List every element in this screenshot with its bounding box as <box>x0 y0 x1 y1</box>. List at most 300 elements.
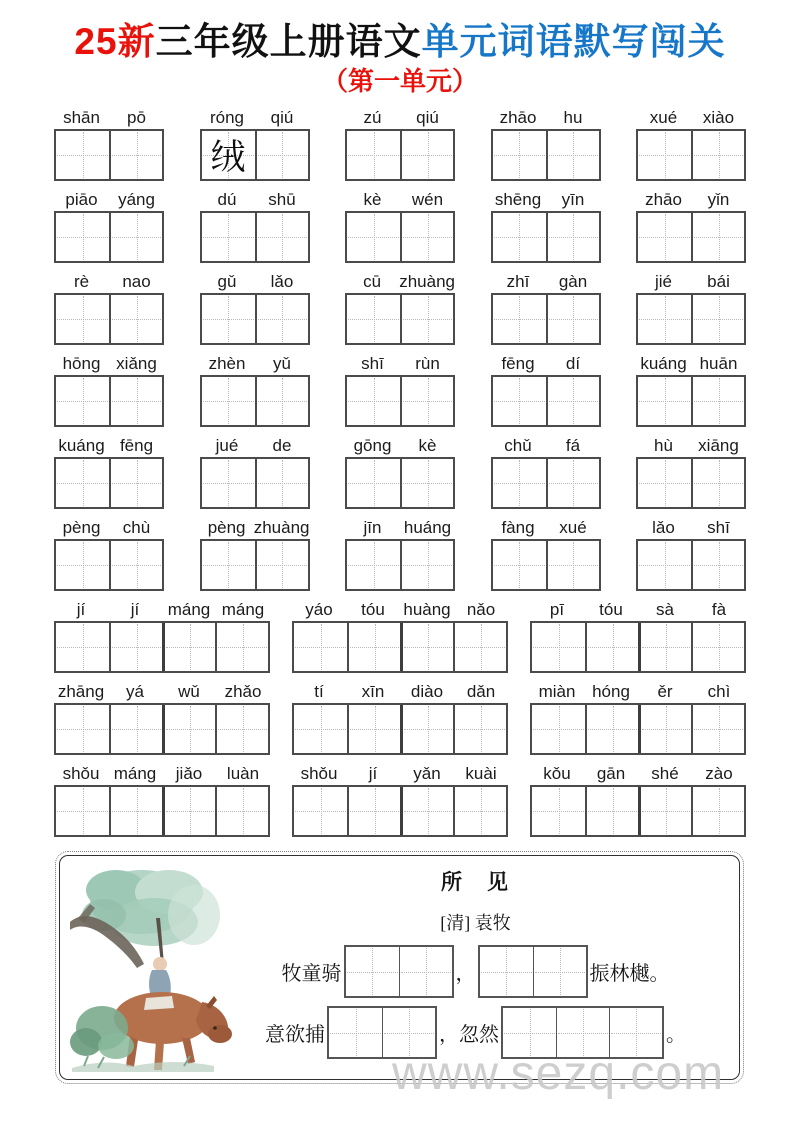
pinyin-row <box>636 272 746 293</box>
pinyin-syllable: jié <box>654 272 672 291</box>
poem-content <box>220 866 731 1059</box>
writing-cell <box>493 377 546 425</box>
writing-boxes <box>54 457 164 509</box>
pinyin-syllable: shǒu <box>62 764 100 783</box>
pinyin-syllable: máng <box>167 600 211 619</box>
writing-cell <box>691 787 744 835</box>
pinyin-syllable: luàn <box>226 764 260 783</box>
pinyin-syllable: shēng <box>494 190 542 209</box>
poem-text: ，忽然 <box>439 1024 499 1046</box>
word-group <box>636 436 746 509</box>
pinyin-row <box>54 682 270 703</box>
pinyin-syllable: xīn <box>361 682 385 701</box>
word-group <box>54 600 270 673</box>
word-group <box>200 272 310 345</box>
pinyin-syllable: jí <box>130 600 140 619</box>
writing-boxes <box>491 375 601 427</box>
writing-cell <box>202 541 255 589</box>
pinyin-syllable: shī <box>707 518 730 537</box>
writing-cell <box>532 623 585 671</box>
pinyin-row <box>636 518 746 539</box>
writing-boxes <box>636 293 746 345</box>
writing-cell <box>691 377 744 425</box>
writing-cell <box>546 213 599 261</box>
writing-boxes <box>200 375 310 427</box>
writing-cell <box>202 131 255 179</box>
pinyin-syllable: yīn <box>561 190 585 209</box>
word-group <box>292 764 508 837</box>
pinyin-syllable: kè <box>418 436 437 455</box>
writing-cell <box>493 459 546 507</box>
writing-boxes <box>491 457 601 509</box>
writing-cell <box>480 947 533 996</box>
writing-boxes <box>491 539 601 591</box>
writing-cell <box>453 705 506 753</box>
writing-boxes <box>491 211 601 263</box>
writing-cell <box>329 1008 382 1057</box>
writing-cell <box>202 377 255 425</box>
writing-boxes <box>345 539 455 591</box>
pinyin-syllable: zhāng <box>57 682 105 701</box>
pinyin-row <box>54 272 164 293</box>
writing-cell <box>546 541 599 589</box>
poem-writing-boxes <box>478 945 588 998</box>
pinyin-syllable: xué <box>559 518 587 537</box>
pinyin-syllable: chǔ <box>504 436 532 455</box>
writing-cell <box>109 787 162 835</box>
pinyin-row <box>530 682 746 703</box>
writing-boxes <box>345 211 455 263</box>
pinyin-row <box>54 518 164 539</box>
writing-cell <box>638 131 691 179</box>
writing-boxes <box>530 785 746 837</box>
pinyin-row <box>491 190 601 211</box>
pinyin-row <box>54 600 270 621</box>
pinyin-syllable: dǎn <box>466 682 496 701</box>
pinyin-syllable: yá <box>126 682 144 701</box>
writing-cell <box>109 459 162 507</box>
writing-cell <box>56 213 109 261</box>
writing-cell <box>347 541 400 589</box>
pinyin-syllable: zào <box>705 764 733 783</box>
writing-cell <box>346 947 399 996</box>
pinyin-row <box>345 108 455 129</box>
pinyin-syllable: fēng <box>501 354 535 373</box>
word-group <box>491 272 601 345</box>
pinyin-syllable: cū <box>363 272 382 291</box>
pinyin-syllable: zhuàng <box>399 272 455 291</box>
pinyin-syllable: zhī <box>506 272 530 291</box>
writing-cell <box>533 947 586 996</box>
pinyin-syllable: kǒu <box>543 764 571 783</box>
writing-cell <box>162 787 215 835</box>
pinyin-syllable: hóng <box>592 682 630 701</box>
pinyin-syllable: huàng <box>403 600 451 619</box>
word-group <box>292 600 508 673</box>
writing-cell <box>493 131 546 179</box>
word-group <box>530 764 746 837</box>
pinyin-syllable: pèng <box>62 518 101 537</box>
writing-boxes <box>345 457 455 509</box>
writing-cell <box>56 541 109 589</box>
pinyin-syllable: nao <box>122 272 151 291</box>
pinyin-syllable: diào <box>410 682 444 701</box>
poem-lines <box>220 945 731 1059</box>
writing-boxes <box>345 129 455 181</box>
writing-cell <box>255 459 308 507</box>
writing-cell <box>347 377 400 425</box>
word-group <box>54 272 164 345</box>
word-group <box>200 518 310 591</box>
title-grade: 三年级上册语文 <box>155 21 422 62</box>
writing-cell <box>255 377 308 425</box>
writing-cell <box>691 623 744 671</box>
writing-boxes <box>54 211 164 263</box>
word-row <box>54 682 746 755</box>
writing-boxes <box>636 457 746 509</box>
pinyin-syllable: wǔ <box>178 682 200 701</box>
writing-cell <box>109 213 162 261</box>
unit-subtitle: （第一单元） <box>321 66 478 96</box>
writing-cell <box>546 377 599 425</box>
pinyin-row <box>636 436 746 457</box>
writing-cell <box>56 623 109 671</box>
writing-cell <box>638 459 691 507</box>
writing-boxes <box>636 375 746 427</box>
writing-cell <box>215 623 268 671</box>
writing-boxes <box>530 703 746 755</box>
title-activity: 单元词语默写闯关 <box>421 21 726 62</box>
writing-cell <box>546 295 599 343</box>
pinyin-row <box>292 764 508 785</box>
word-group <box>54 354 164 427</box>
title-edition: 25新 <box>74 21 156 62</box>
word-group <box>54 518 164 591</box>
writing-cell <box>347 295 400 343</box>
word-group <box>200 354 310 427</box>
pinyin-syllable: jué <box>215 436 239 455</box>
word-group <box>530 682 746 755</box>
pinyin-row <box>345 272 455 293</box>
pinyin-row <box>54 190 164 211</box>
writing-boxes <box>54 375 164 427</box>
pinyin-syllable: huān <box>699 354 738 373</box>
pinyin-row <box>345 354 455 375</box>
word-group <box>345 518 455 591</box>
pinyin-syllable: fàng <box>501 518 535 537</box>
pinyin-row <box>636 108 746 129</box>
writing-cell <box>109 623 162 671</box>
word-group <box>491 354 601 427</box>
word-group <box>54 682 270 755</box>
watermark-text: www.sezq.com <box>392 1047 725 1100</box>
pinyin-syllable: pī <box>549 600 565 619</box>
pinyin-syllable: róng <box>209 108 245 127</box>
pinyin-row <box>491 354 601 375</box>
writing-cell <box>255 131 308 179</box>
word-grid <box>54 108 746 837</box>
pinyin-row <box>292 682 508 703</box>
writing-cell <box>453 787 506 835</box>
pinyin-syllable: jiǎo <box>175 764 203 783</box>
word-group <box>345 354 455 427</box>
writing-cell <box>294 705 347 753</box>
writing-cell <box>691 295 744 343</box>
writing-cell <box>638 295 691 343</box>
poem-text: 。 <box>666 1024 686 1046</box>
pinyin-row <box>54 354 164 375</box>
pinyin-syllable: xiāng <box>698 436 739 455</box>
writing-cell <box>400 541 453 589</box>
pinyin-row <box>200 108 310 129</box>
pinyin-syllable: gōng <box>353 436 392 455</box>
writing-cell <box>400 705 453 753</box>
writing-boxes <box>292 703 508 755</box>
writing-boxes <box>345 293 455 345</box>
pinyin-syllable: shǒu <box>300 764 338 783</box>
pinyin-syllable: shān <box>63 108 100 127</box>
writing-cell <box>162 705 215 753</box>
writing-cell <box>493 213 546 261</box>
poem-text: 牧童骑 <box>281 963 342 985</box>
pinyin-syllable: sà <box>656 600 674 619</box>
pinyin-syllable: yáo <box>305 600 333 619</box>
pinyin-syllable: huáng <box>403 518 452 537</box>
pinyin-syllable: pèng <box>207 518 246 537</box>
writing-cell <box>294 787 347 835</box>
word-row <box>54 272 746 345</box>
pinyin-syllable: jīn <box>363 518 382 537</box>
writing-cell <box>56 705 109 753</box>
writing-boxes <box>54 293 164 345</box>
writing-boxes <box>54 539 164 591</box>
writing-cell <box>691 459 744 507</box>
poem-text: 意欲捕 <box>265 1024 325 1046</box>
word-row <box>54 518 746 591</box>
writing-boxes <box>636 539 746 591</box>
word-group <box>54 764 270 837</box>
writing-cell <box>255 213 308 261</box>
ox-herder-illustration <box>64 860 234 1078</box>
writing-cell <box>202 459 255 507</box>
writing-cell <box>400 787 453 835</box>
poem-author: [清] 袁牧 <box>440 913 511 933</box>
pinyin-row <box>54 436 164 457</box>
pinyin-syllable: rùn <box>415 354 440 373</box>
writing-boxes <box>200 211 310 263</box>
pinyin-syllable: gǔ <box>217 272 237 291</box>
pinyin-row <box>530 764 746 785</box>
prefilled-character: 绒 <box>210 138 246 177</box>
writing-cell <box>202 213 255 261</box>
poem-title: 所 见 <box>441 870 510 894</box>
pinyin-syllable: shū <box>268 190 296 209</box>
writing-cell <box>255 295 308 343</box>
writing-cell <box>493 295 546 343</box>
pinyin-syllable: kè <box>363 190 382 209</box>
word-row <box>54 764 746 837</box>
writing-cell <box>347 623 400 671</box>
pinyin-row <box>54 764 270 785</box>
writing-cell <box>56 787 109 835</box>
pinyin-syllable: gān <box>596 764 626 783</box>
writing-cell <box>347 705 400 753</box>
word-group <box>200 436 310 509</box>
pinyin-syllable: lǎo <box>270 272 294 291</box>
pinyin-syllable: dí <box>565 354 581 373</box>
writing-cell <box>638 213 691 261</box>
pinyin-syllable: chì <box>707 682 731 701</box>
writing-boxes <box>200 457 310 509</box>
pinyin-syllable: fà <box>711 600 727 619</box>
word-group <box>491 436 601 509</box>
writing-cell <box>400 377 453 425</box>
writing-boxes <box>54 703 270 755</box>
writing-cell <box>109 377 162 425</box>
word-group <box>636 354 746 427</box>
writing-cell <box>347 787 400 835</box>
writing-cell <box>638 705 691 753</box>
writing-boxes <box>345 375 455 427</box>
word-group <box>491 190 601 263</box>
writing-cell <box>56 295 109 343</box>
pinyin-row <box>491 436 601 457</box>
writing-cell <box>453 623 506 671</box>
word-group <box>200 190 310 263</box>
pinyin-syllable: dú <box>217 190 237 209</box>
pinyin-syllable: yáng <box>118 190 155 209</box>
pinyin-row <box>200 436 310 457</box>
writing-cell <box>638 787 691 835</box>
writing-cell <box>638 623 691 671</box>
pinyin-syllable: hù <box>654 436 673 455</box>
writing-cell <box>493 541 546 589</box>
pinyin-syllable: zhāo <box>499 108 537 127</box>
writing-cell <box>255 541 308 589</box>
writing-boxes <box>636 129 746 181</box>
pinyin-row <box>636 354 746 375</box>
word-group <box>636 190 746 263</box>
writing-boxes <box>636 211 746 263</box>
writing-boxes <box>292 621 508 673</box>
pinyin-syllable: qiú <box>270 108 294 127</box>
word-group <box>636 518 746 591</box>
word-group <box>530 600 746 673</box>
writing-boxes <box>200 293 310 345</box>
pinyin-row <box>491 272 601 293</box>
pinyin-syllable: gàn <box>558 272 588 291</box>
word-group <box>54 108 164 181</box>
pinyin-syllable: zhāo <box>645 190 682 209</box>
poem-text: 振林樾。 <box>589 963 670 985</box>
pinyin-syllable: hōng <box>62 354 101 373</box>
pinyin-row <box>200 272 310 293</box>
word-group <box>491 518 601 591</box>
word-group <box>54 190 164 263</box>
writing-cell <box>691 541 744 589</box>
word-group <box>345 108 455 181</box>
word-group <box>345 272 455 345</box>
pinyin-syllable: shé <box>651 764 679 783</box>
poem-text: ， <box>455 963 476 985</box>
pinyin-syllable: bái <box>707 272 730 291</box>
writing-boxes <box>292 785 508 837</box>
writing-cell <box>638 541 691 589</box>
writing-cell <box>215 705 268 753</box>
writing-cell <box>215 787 268 835</box>
pinyin-syllable: ěr <box>657 682 673 701</box>
pinyin-syllable: yǎn <box>413 764 441 783</box>
pinyin-syllable: zhǎo <box>224 682 262 701</box>
writing-cell <box>56 377 109 425</box>
writing-cell <box>347 459 400 507</box>
writing-cell <box>56 459 109 507</box>
pinyin-syllable: kuáng <box>640 354 687 373</box>
pinyin-syllable: xiào <box>702 108 735 127</box>
pinyin-syllable: tóu <box>361 600 385 619</box>
pinyin-syllable: wén <box>411 190 444 209</box>
writing-cell <box>109 295 162 343</box>
word-group <box>200 108 310 181</box>
word-group <box>491 108 601 181</box>
writing-boxes <box>200 129 310 181</box>
pinyin-row <box>491 108 601 129</box>
writing-cell <box>400 623 453 671</box>
pinyin-syllable: xué <box>649 108 678 127</box>
pinyin-syllable: máng <box>113 764 157 783</box>
word-group <box>54 436 164 509</box>
pinyin-row <box>54 108 164 129</box>
pinyin-syllable: máng <box>221 600 265 619</box>
writing-cell <box>400 213 453 261</box>
writing-boxes <box>54 785 270 837</box>
pinyin-syllable: yǔ <box>273 354 291 373</box>
word-row <box>54 108 746 181</box>
pinyin-syllable: piāo <box>65 190 98 209</box>
word-group <box>345 190 455 263</box>
word-group <box>345 436 455 509</box>
pinyin-row <box>345 190 455 211</box>
pinyin-row <box>491 518 601 539</box>
word-row <box>54 436 746 509</box>
writing-boxes <box>54 621 270 673</box>
writing-cell <box>399 947 452 996</box>
writing-cell <box>532 787 585 835</box>
writing-cell <box>546 131 599 179</box>
writing-cell <box>109 541 162 589</box>
writing-boxes <box>54 129 164 181</box>
pinyin-syllable: xiǎng <box>116 354 157 373</box>
writing-cell <box>585 705 638 753</box>
pinyin-row <box>200 354 310 375</box>
writing-boxes <box>491 129 601 181</box>
pinyin-syllable: zú <box>363 108 382 127</box>
pinyin-syllable: lǎo <box>652 518 675 537</box>
word-row <box>54 600 746 673</box>
pinyin-syllable: fēng <box>119 436 154 455</box>
writing-cell <box>347 213 400 261</box>
writing-cell <box>585 787 638 835</box>
pinyin-syllable: pō <box>127 108 146 127</box>
writing-cell <box>585 623 638 671</box>
pinyin-syllable: zhuàng <box>253 518 310 537</box>
writing-cell <box>347 131 400 179</box>
writing-boxes <box>200 539 310 591</box>
writing-boxes <box>491 293 601 345</box>
writing-boxes <box>530 621 746 673</box>
pinyin-syllable: nǎo <box>466 600 496 619</box>
writing-cell <box>400 295 453 343</box>
